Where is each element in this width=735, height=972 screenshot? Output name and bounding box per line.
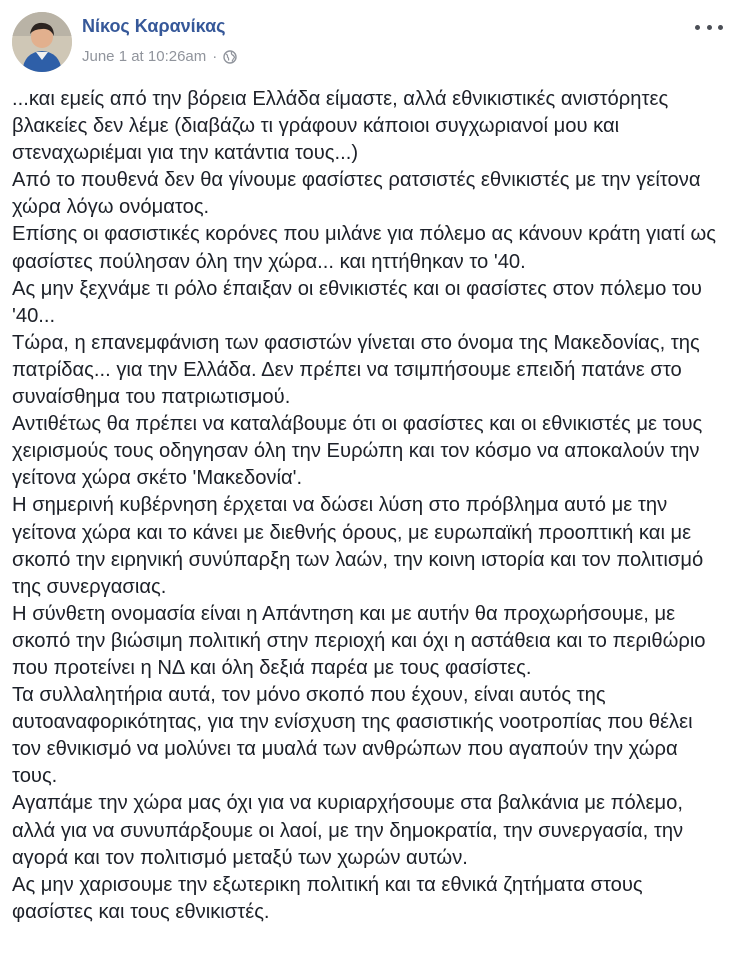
post-timestamp[interactable]: June 1 at 10:26am <box>82 48 207 65</box>
post-paragraph: Ας μην χαρισουμε την εξωτερικη πολιτική και τα εθνικά ζητήματα στους φασίστες και τους εθνικιστές. <box>12 873 643 923</box>
post-paragraph: ...και εμείς από την βόρεια Ελλάδα είμαστε, αλλά εθνικιστικές ανιστόρητες βλακείες δεν λέμε (διαβάζω τι γράφουν κάποιοι συγχωριανοί μου και στεναχωριέμαι για την κατάντια τους...) <box>12 88 669 165</box>
more-options-icon[interactable] <box>695 18 723 36</box>
post-paragraph: Επίσης οι φασιστικές κορόνες που μιλάνε για πόλεμο ας κάνουν κράτη γιατί ως φασίστες πούλησαν όλη την χώρα... και ηττήθηκαν το '40. <box>12 223 716 273</box>
post-paragraph: Η σημερινή κυβέρνηση έρχεται να δώσει λύση στο πρόβλημα αυτό με την γείτονα χώρα και το κάνει με διεθνής όρους, με ευρωπαϊκή προοπτική και με σκοπό την ειρηνική συνύπαρξη των λαών, την κοινη ιστορία και τον πολιτισμό της συνεργασιας. <box>12 494 704 598</box>
post-paragraph: Αντιθέτως θα πρέπει να καταλάβουμε ότι οι φασίστες και οι εθνικιστές με τους χειρισμούς τους οδηγησαν όλη την Ευρώπη και τον κόσμο να αποκαλούν την γείτονα χώρα σκέτο 'Μακεδονία'. <box>12 413 703 490</box>
post-paragraph: Τώρα, η επανεμφάνιση των φασιστών γίνεται στο όνομα της Μακεδονίας, της πατρίδας... για την Ελλάδα. Δεν πρέπει να τσιμπήσουμε επειδή πατάνε στο συναίσθημα του πατριωτισμού. <box>12 331 700 409</box>
post-meta <box>82 48 237 65</box>
post-paragraph: Η σύνθετη ονομασία είναι η Απάντηση και με αυτήν θα προχωρήσουμε, με σκοπό την βιώσιμη πολιτική στην περιοχή και όχι η αστάθεια και το περιθώριο που προτείνει η ΝΔ και όλη δεξιά παρέα με τους φασίστες. <box>12 602 706 679</box>
globe-icon[interactable] <box>223 50 237 64</box>
avatar[interactable] <box>12 12 72 72</box>
meta-separator: · <box>212 48 218 65</box>
post-header <box>12 12 723 74</box>
post-paragraph: Αγαπάμε την χώρα μας όχι για να κυριαρχήσουμε στα βαλκάνια με πόλεμο, αλλά για να συνυπάρξουμε οι λαοί, με την δημοκρατία, την συνεργασία, την αγορά και τον πολιτισμό μεταξύ των χωρών αυτών. <box>12 792 684 869</box>
author-name[interactable]: Νίκος Καρανίκας <box>82 16 226 36</box>
post-paragraph: Τα συλλαλητήρια αυτά, τον μόνο σκοπό που έχουν, είναι αυτός της αυτοαναφορικότητας, για την ενίσχυση της φασιστικής νοοτροπίας που θέλει τον εθνικισμό να μολύνει τα μυαλά των ανθρώπων που αγαπούν την χώρα τους. <box>12 684 693 788</box>
post-paragraph: Από το πουθενά δεν θα γίνουμε φασίστες ρατσιστές εθνικιστές με την γείτονα χώρα λόγω ονόματος. <box>12 169 701 219</box>
post-paragraph: Ας μην ξεχνάμε τι ρόλο έπαιξαν οι εθνικιστές και οι φασίστες στον πόλεμο του '40... <box>12 277 702 327</box>
post-body <box>12 86 717 926</box>
